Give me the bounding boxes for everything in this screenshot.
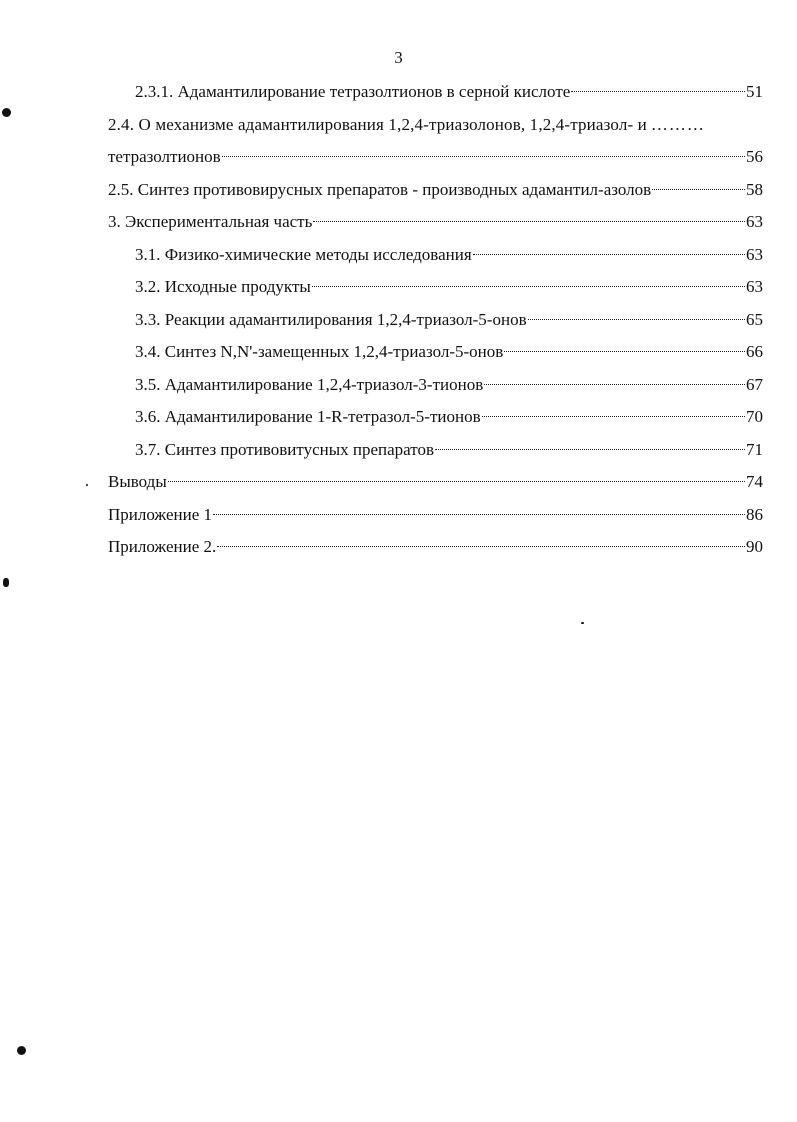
toc-entry[interactable] — [108, 206, 763, 239]
toc-entry-page: 58 — [746, 179, 763, 199]
toc-entry[interactable] — [108, 174, 763, 207]
toc-entry[interactable] — [108, 531, 763, 564]
toc-entry-title: 2.4. О механизме адамантилирования 1,2,4-триазолонов, 1,2,4-триазол- и — [108, 114, 647, 134]
toc-entry[interactable] — [108, 239, 763, 272]
scan-speck — [581, 622, 584, 624]
toc-entry-page: 66 — [746, 342, 763, 361]
dot-leader — [435, 449, 745, 450]
toc-entry-page: 56 — [746, 147, 763, 166]
toc-entry-page: 71 — [746, 439, 763, 459]
dot-leader — [168, 481, 745, 482]
toc-entry-title: тетразолтионов — [108, 147, 221, 166]
toc-entry[interactable] — [108, 369, 763, 402]
toc-entry-title: 3.3. Реакции адамантилирования 1,2,4-триазол-5-онов — [135, 309, 527, 329]
page-number: 3 — [394, 48, 403, 67]
toc-entry[interactable] — [108, 109, 763, 142]
dot-leader — [217, 546, 745, 547]
scan-mark — [2, 108, 11, 117]
dot-leader — [222, 156, 745, 157]
toc-entry[interactable] — [108, 499, 763, 532]
toc-entry-page: 67 — [746, 374, 763, 394]
toc-entry-page: 63 — [746, 277, 763, 296]
toc-entry[interactable] — [108, 304, 763, 337]
dot-leader — [482, 416, 745, 417]
toc-entry[interactable] — [108, 466, 763, 499]
toc-entry-page: 70 — [746, 407, 763, 426]
toc-entry-title: Приложение 2. — [108, 537, 217, 556]
toc-entry[interactable] — [108, 434, 763, 467]
toc-entry-page: 74 — [746, 472, 763, 491]
dot-leader — [652, 189, 745, 190]
toc-entry-page: 86 — [746, 504, 763, 524]
dot-leader — [312, 286, 745, 287]
toc-entry[interactable] — [108, 336, 763, 369]
toc-entry-page: 90 — [746, 537, 763, 556]
toc-entry-page: 65 — [746, 309, 763, 329]
scan-speck — [86, 484, 88, 486]
toc-entry-page: 63 — [746, 212, 763, 231]
scan-mark — [3, 578, 9, 587]
toc-entry-ellipsis: ……… — [650, 114, 705, 134]
toc-entry[interactable] — [108, 401, 763, 434]
toc-entry[interactable] — [108, 141, 763, 174]
dot-leader — [473, 254, 745, 255]
dot-leader — [313, 221, 745, 222]
toc-entry-title: 2.5. Синтез противовирусных препаратов - производных адамантил-азолов — [108, 179, 652, 199]
dot-leader — [213, 514, 745, 515]
table-of-contents — [108, 76, 763, 564]
toc-entry-title: Приложение 1 — [108, 504, 212, 524]
toc-entry-title: 3.1. Физико-химические методы исследования — [135, 244, 472, 264]
toc-entry-title: 3. Экспериментальная часть — [108, 212, 313, 231]
scan-mark — [17, 1046, 26, 1055]
toc-entry-title: 3.5. Адамантилирование 1,2,4-триазол-3-тионов — [135, 374, 484, 394]
dot-leader — [504, 351, 745, 352]
toc-entry-title: Выводы — [108, 472, 167, 491]
toc-entry-page: 51 — [746, 82, 763, 101]
toc-entry-title: 3.7. Синтез противовитусных препаратов — [135, 439, 435, 459]
toc-entry-title: 2.3.1. Адамантилирование тетразолтионов в серной кислоте — [135, 82, 571, 101]
dot-leader — [528, 319, 745, 320]
toc-entry-title: 3.6. Адамантилирование 1-R-тетразол-5-тионов — [135, 407, 481, 426]
toc-entry-page: 63 — [746, 244, 763, 264]
toc-entry[interactable] — [108, 271, 763, 304]
toc-entry[interactable] — [108, 76, 763, 109]
toc-entry-title: 3.4. Синтез N,N'-замещенных 1,2,4-триазол-5-онов — [135, 342, 504, 361]
dot-leader — [484, 384, 745, 385]
toc-entry-title: 3.2. Исходные продукты — [135, 277, 311, 296]
dot-leader — [571, 91, 745, 92]
